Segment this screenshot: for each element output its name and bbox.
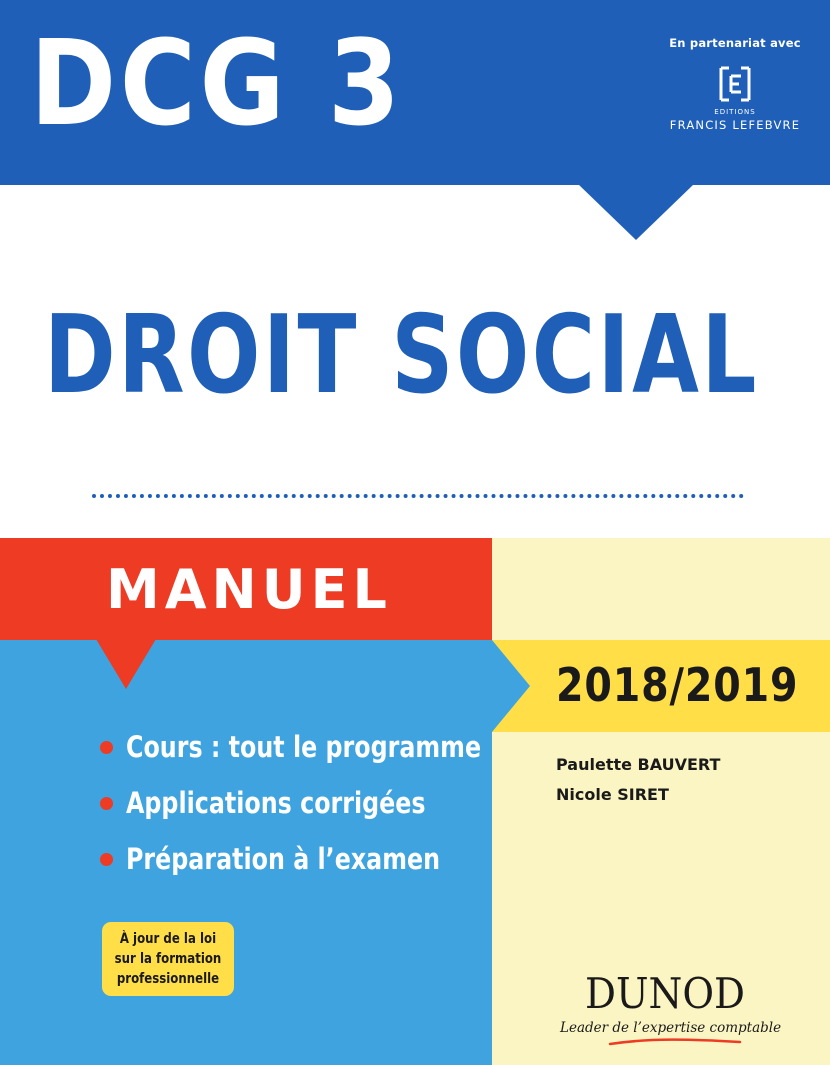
partner-block	[665, 36, 805, 132]
update-badge	[102, 922, 234, 996]
publisher-block	[560, 969, 782, 1048]
header-notch	[578, 184, 694, 240]
feature-text: Préparation à l’examen	[126, 842, 441, 876]
red-dot-bullet-icon	[100, 741, 113, 754]
feature-text: Cours : tout le programme	[126, 730, 482, 764]
badge-line: professionnelle	[116, 971, 220, 987]
red-dot-bullet-icon	[100, 853, 113, 866]
badge-line: sur la formation	[114, 951, 222, 967]
series-title: DCG 3	[30, 14, 404, 152]
francis-lefebvre-logo-icon	[715, 64, 755, 104]
partner-name: FRANCIS LEFEBVRE	[669, 118, 801, 132]
feature-text: Applications corrigées	[126, 786, 426, 820]
red-dot-bullet-icon	[100, 797, 113, 810]
publisher-tagline: Leader de l’expertise comptable	[560, 1020, 782, 1036]
edition-type: MANUEL	[106, 558, 392, 621]
author-list	[556, 750, 720, 810]
author-name: Paulette BAUVERT	[556, 755, 721, 774]
partner-editions-label: EDITIONS	[714, 108, 756, 116]
dotted-divider	[92, 494, 744, 498]
book-title: DROIT SOCIAL	[44, 293, 759, 418]
red-panel-notch	[96, 639, 156, 689]
author-name: Nicole SIRET	[556, 785, 669, 804]
edition-year: 2018/2019	[556, 658, 799, 712]
year-band-arrow	[492, 640, 530, 732]
badge-line: À jour de la loi	[119, 931, 217, 947]
partnership-label: En partenariat avec	[669, 36, 801, 50]
publisher-name: DUNOD	[584, 969, 746, 1018]
